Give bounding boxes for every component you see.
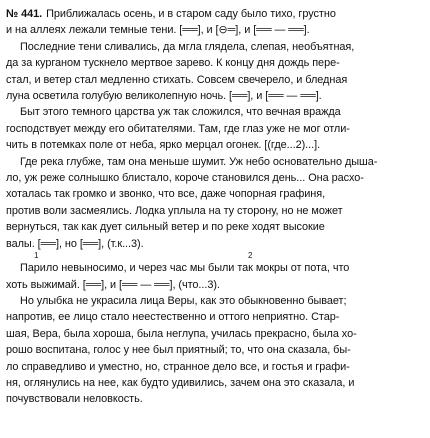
text-line: Последние тени сливались, да мгла глядела, слепая, необъятная, <box>20 40 355 53</box>
text-line: луна осветила голубую великолепную ночь. [══], и [══ — ══]. <box>6 90 322 103</box>
superscript-marker: 1 <box>34 251 39 261</box>
text-line <box>6 6 424 22</box>
text-line: шая, Вера, была хороша, была неглупа, училась прекрасно, была хо- <box>6 327 357 340</box>
text-line-content: Приближалась осень, и в старом саду было тихо, грустно <box>46 8 336 20</box>
text-line: да за курганом тускнело мертвое зарево. К концу дня дождь пере- <box>6 57 340 70</box>
text-line: стал, и ветер стал медленно стихать. Совсем свечерело, и бледная <box>6 73 348 86</box>
text-line: хоталась так громко и звонко, что все, даже чопорная графиня, <box>6 188 326 201</box>
superscript-marker: 2 <box>248 251 253 261</box>
superscript-row <box>6 252 424 260</box>
text-line: и на аллеях лежали темные тени. [══], и [⊖═], и [══ — ══]. <box>6 24 310 37</box>
text-line: Быт этого темного царства уж так сложился, что вечная вражда <box>20 106 341 119</box>
text-line: почувствовали неловкость. <box>6 393 143 406</box>
text-line: господствует между его обитателями. Там, где глаз уже не мог отли- <box>6 122 350 135</box>
text-line: Парило невыносимо, и через час мы были так мокры от пота, что <box>20 262 350 275</box>
text-line: рошо воспитана, голос у нее был приятный; то, что она сказала, бы- <box>6 344 351 357</box>
text-line: ло, уж реже солнышко блистало, короче становился день... Она расхо- <box>6 172 364 185</box>
text-line: вернуться, так как дует сильный ветер и по реке ходят высокие <box>6 221 325 234</box>
exercise-number: № 441. <box>6 8 43 20</box>
text-line: против воли засмеялись. Лодка уплыла на ту сторону, но не может <box>6 204 343 217</box>
text-line: ня, оглянулись на нее, как будто удивились, зачем она это сказала, и <box>6 376 355 389</box>
text-line: ло справедливо и уместно, но, странное дело все, и гостья и графи- <box>6 360 350 373</box>
text-line: валы. [══], но [══], (т.к...3). <box>6 237 144 250</box>
text-line: чить в потемках поле от неба, ярко мерцал огонек. [(где...2)...]. <box>6 139 321 152</box>
text-line: Но улыбка не украсила лица Веры, как это обыкновенно бывает; <box>20 294 347 307</box>
text-line: напротив, ее лицо стало неестественно и оттого неприятно. Стар- <box>6 311 340 324</box>
text-line: хоть выжимай. [══], и [══ — ══], (что...3). <box>6 278 220 291</box>
text-line: Где река глубже, там она меньше шумит. Уж небо основательно дыша- <box>20 155 378 168</box>
